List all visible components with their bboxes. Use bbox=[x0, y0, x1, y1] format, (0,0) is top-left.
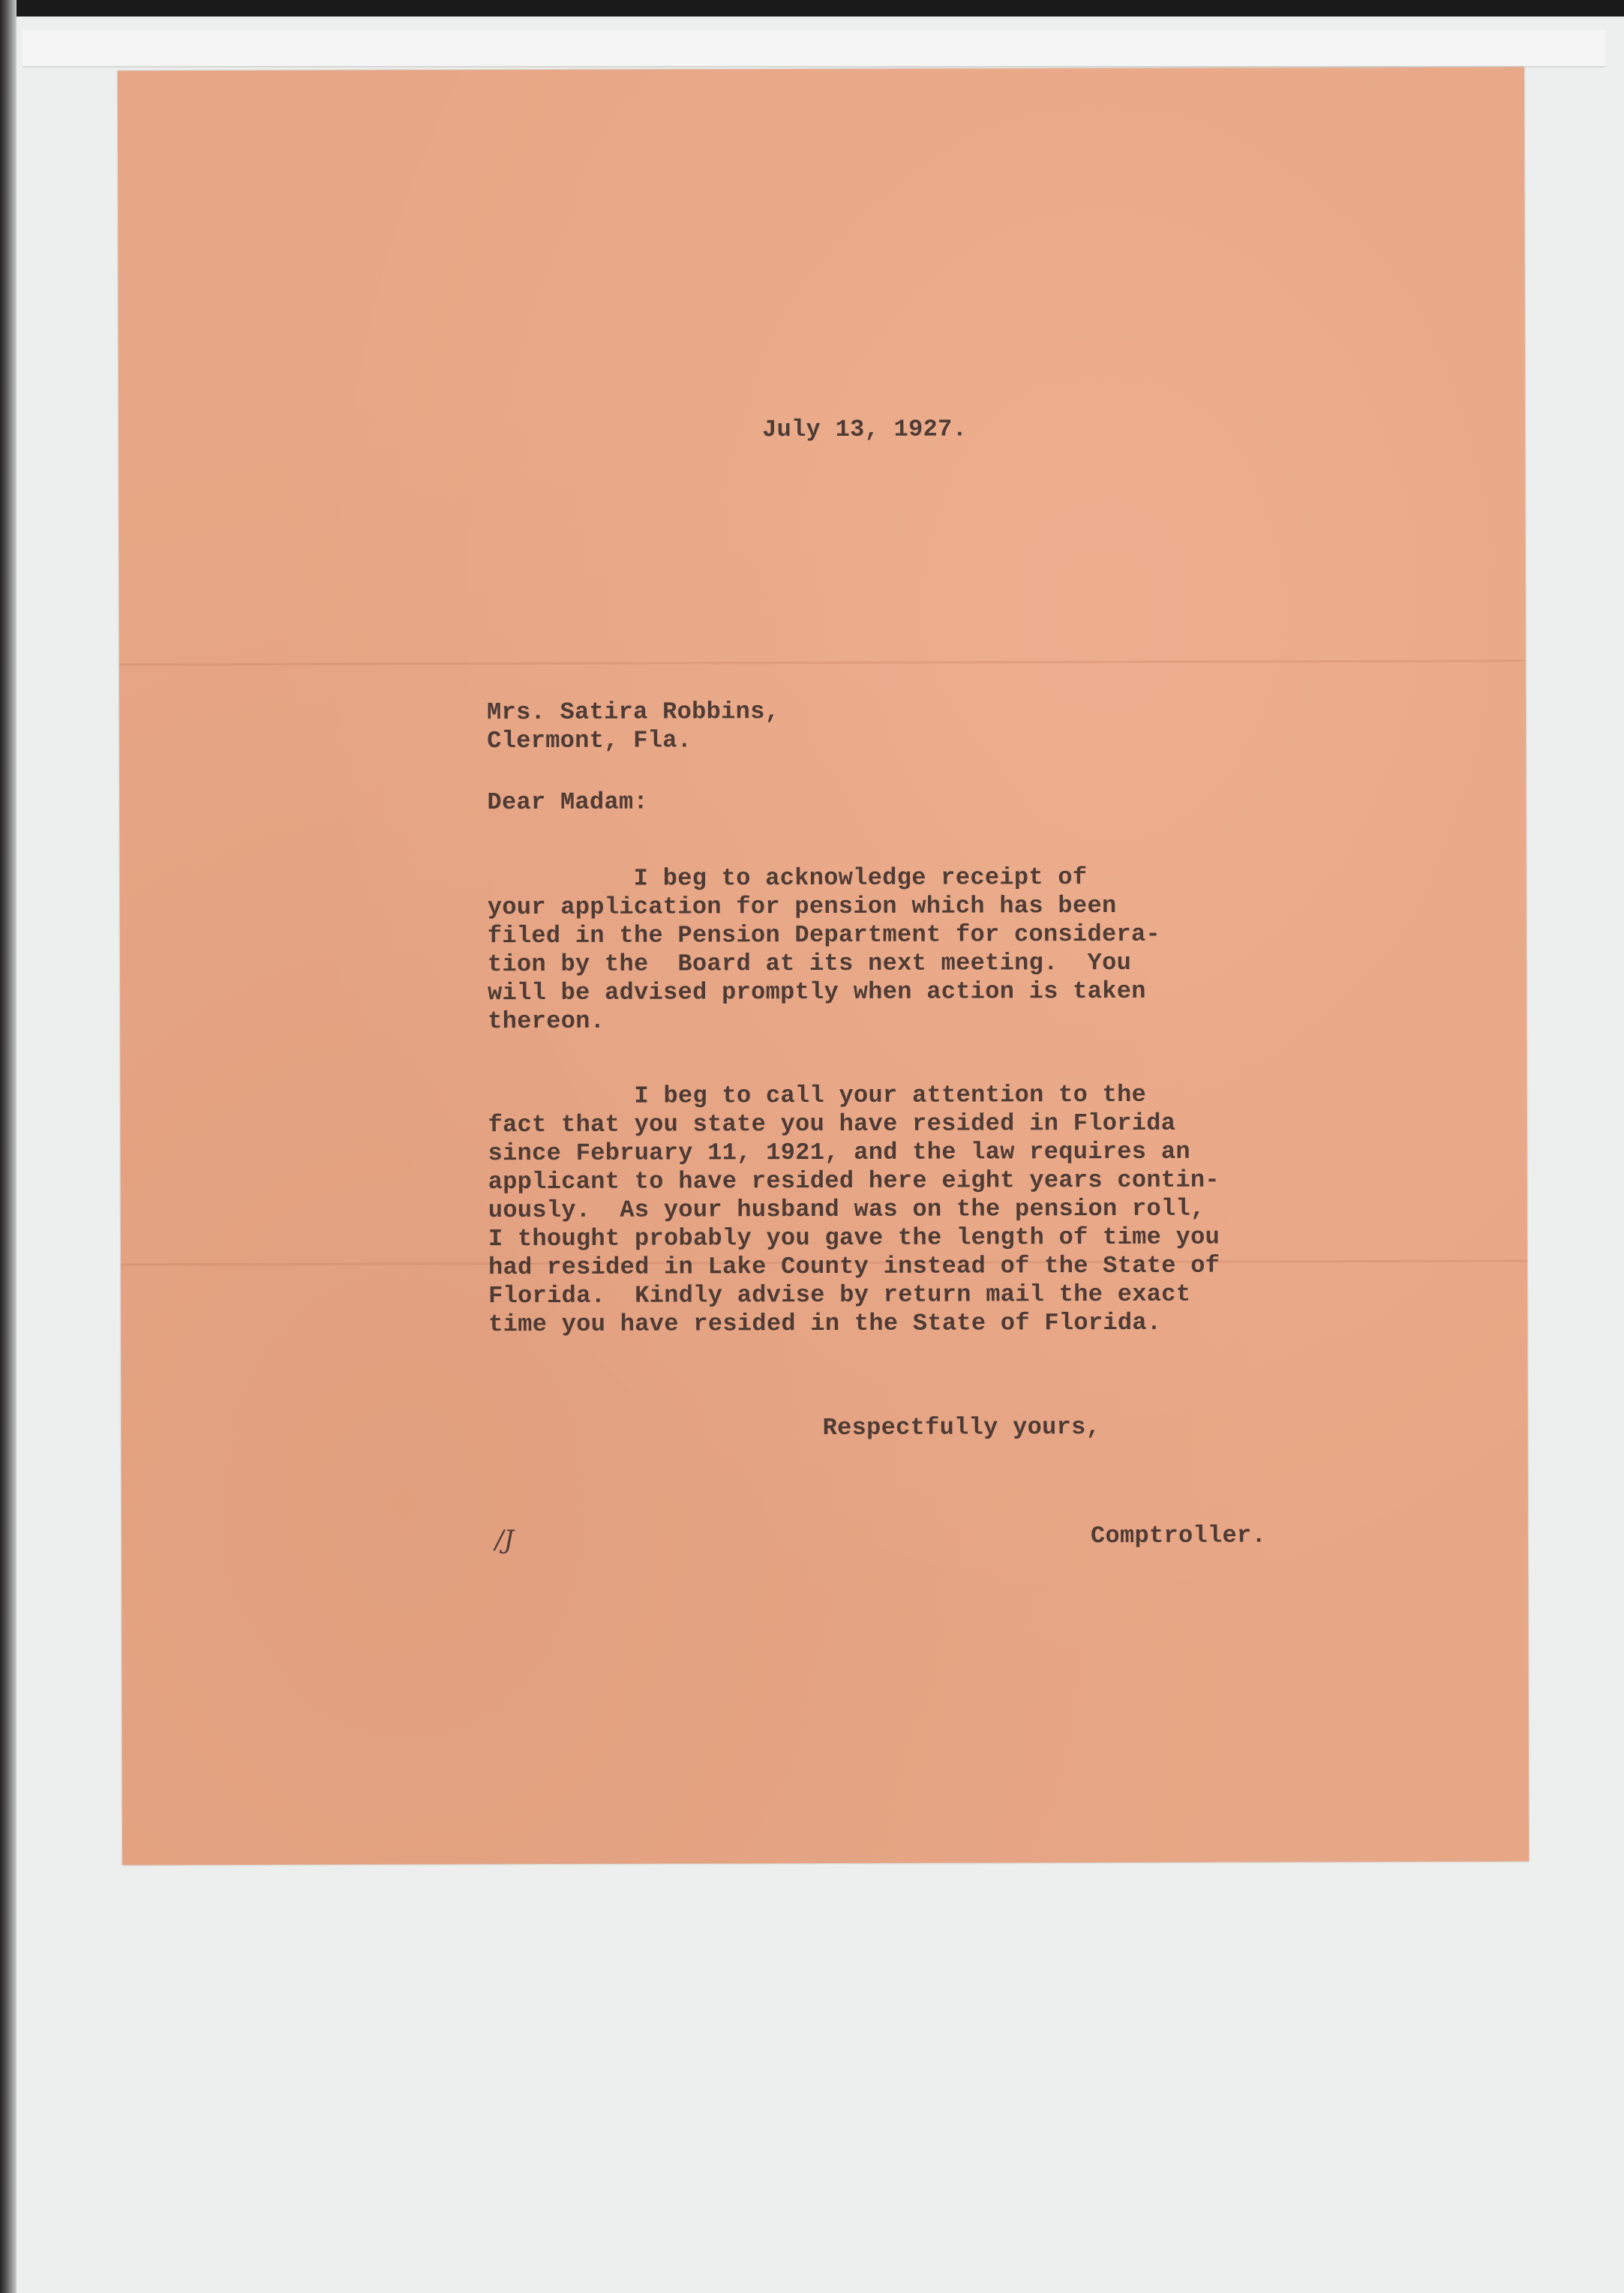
paragraph-1-line: your application for pension which has been bbox=[487, 891, 1117, 922]
fold-line bbox=[119, 660, 1526, 666]
paragraph-2-line: time you have resided in the State of Florida. bbox=[488, 1308, 1162, 1339]
paragraph-1-line: thereon. bbox=[488, 1007, 605, 1036]
paragraph-2-line: had resided in Lake County instead of the State of bbox=[488, 1251, 1220, 1282]
signature-title: Comptroller. bbox=[1090, 1521, 1267, 1550]
paragraph-2-line: fact that you state you have resided in Florida bbox=[488, 1109, 1176, 1139]
recipient-name: Mrs. Satira Robbins, bbox=[487, 698, 780, 727]
paragraph-2-line: I thought probably you gave the length of time you bbox=[488, 1223, 1220, 1253]
paragraph-1-line: filed in the Pension Department for considera- bbox=[487, 920, 1161, 950]
scan-border-top bbox=[0, 0, 1624, 17]
paragraph-1-line: will be advised promptly when action is taken bbox=[488, 977, 1146, 1007]
letter-date: July 13, 1927. bbox=[762, 415, 968, 444]
salutation: Dear Madam: bbox=[487, 788, 649, 817]
recipient-city: Clermont, Fla. bbox=[487, 726, 692, 755]
letter-paper bbox=[118, 68, 1529, 1865]
paragraph-2-line: uously. As your husband was on the pension roll, bbox=[488, 1194, 1205, 1225]
paragraph-1-line: tion by the Board at its next meeting. You bbox=[487, 948, 1132, 979]
paragraph-1 bbox=[488, 863, 1388, 1036]
typist-initials: /J bbox=[494, 1525, 515, 1556]
closing: Respectfully yours, bbox=[822, 1413, 1101, 1442]
paragraph-2-line: applicant to have resided here eight years contin- bbox=[488, 1166, 1220, 1196]
scan-border-left bbox=[0, 0, 17, 2293]
paragraph-2 bbox=[488, 1080, 1388, 1339]
paragraph-2-line: I beg to call your attention to the bbox=[488, 1080, 1147, 1111]
paragraph-2-line: Florida. Kindly advise by return mail the exact bbox=[488, 1280, 1191, 1310]
paragraph-2-line: since February 11, 1921, and the law requires an bbox=[488, 1137, 1190, 1168]
paragraph-1-line: I beg to acknowledge receipt of bbox=[487, 863, 1088, 893]
scanner-strip bbox=[23, 30, 1605, 68]
